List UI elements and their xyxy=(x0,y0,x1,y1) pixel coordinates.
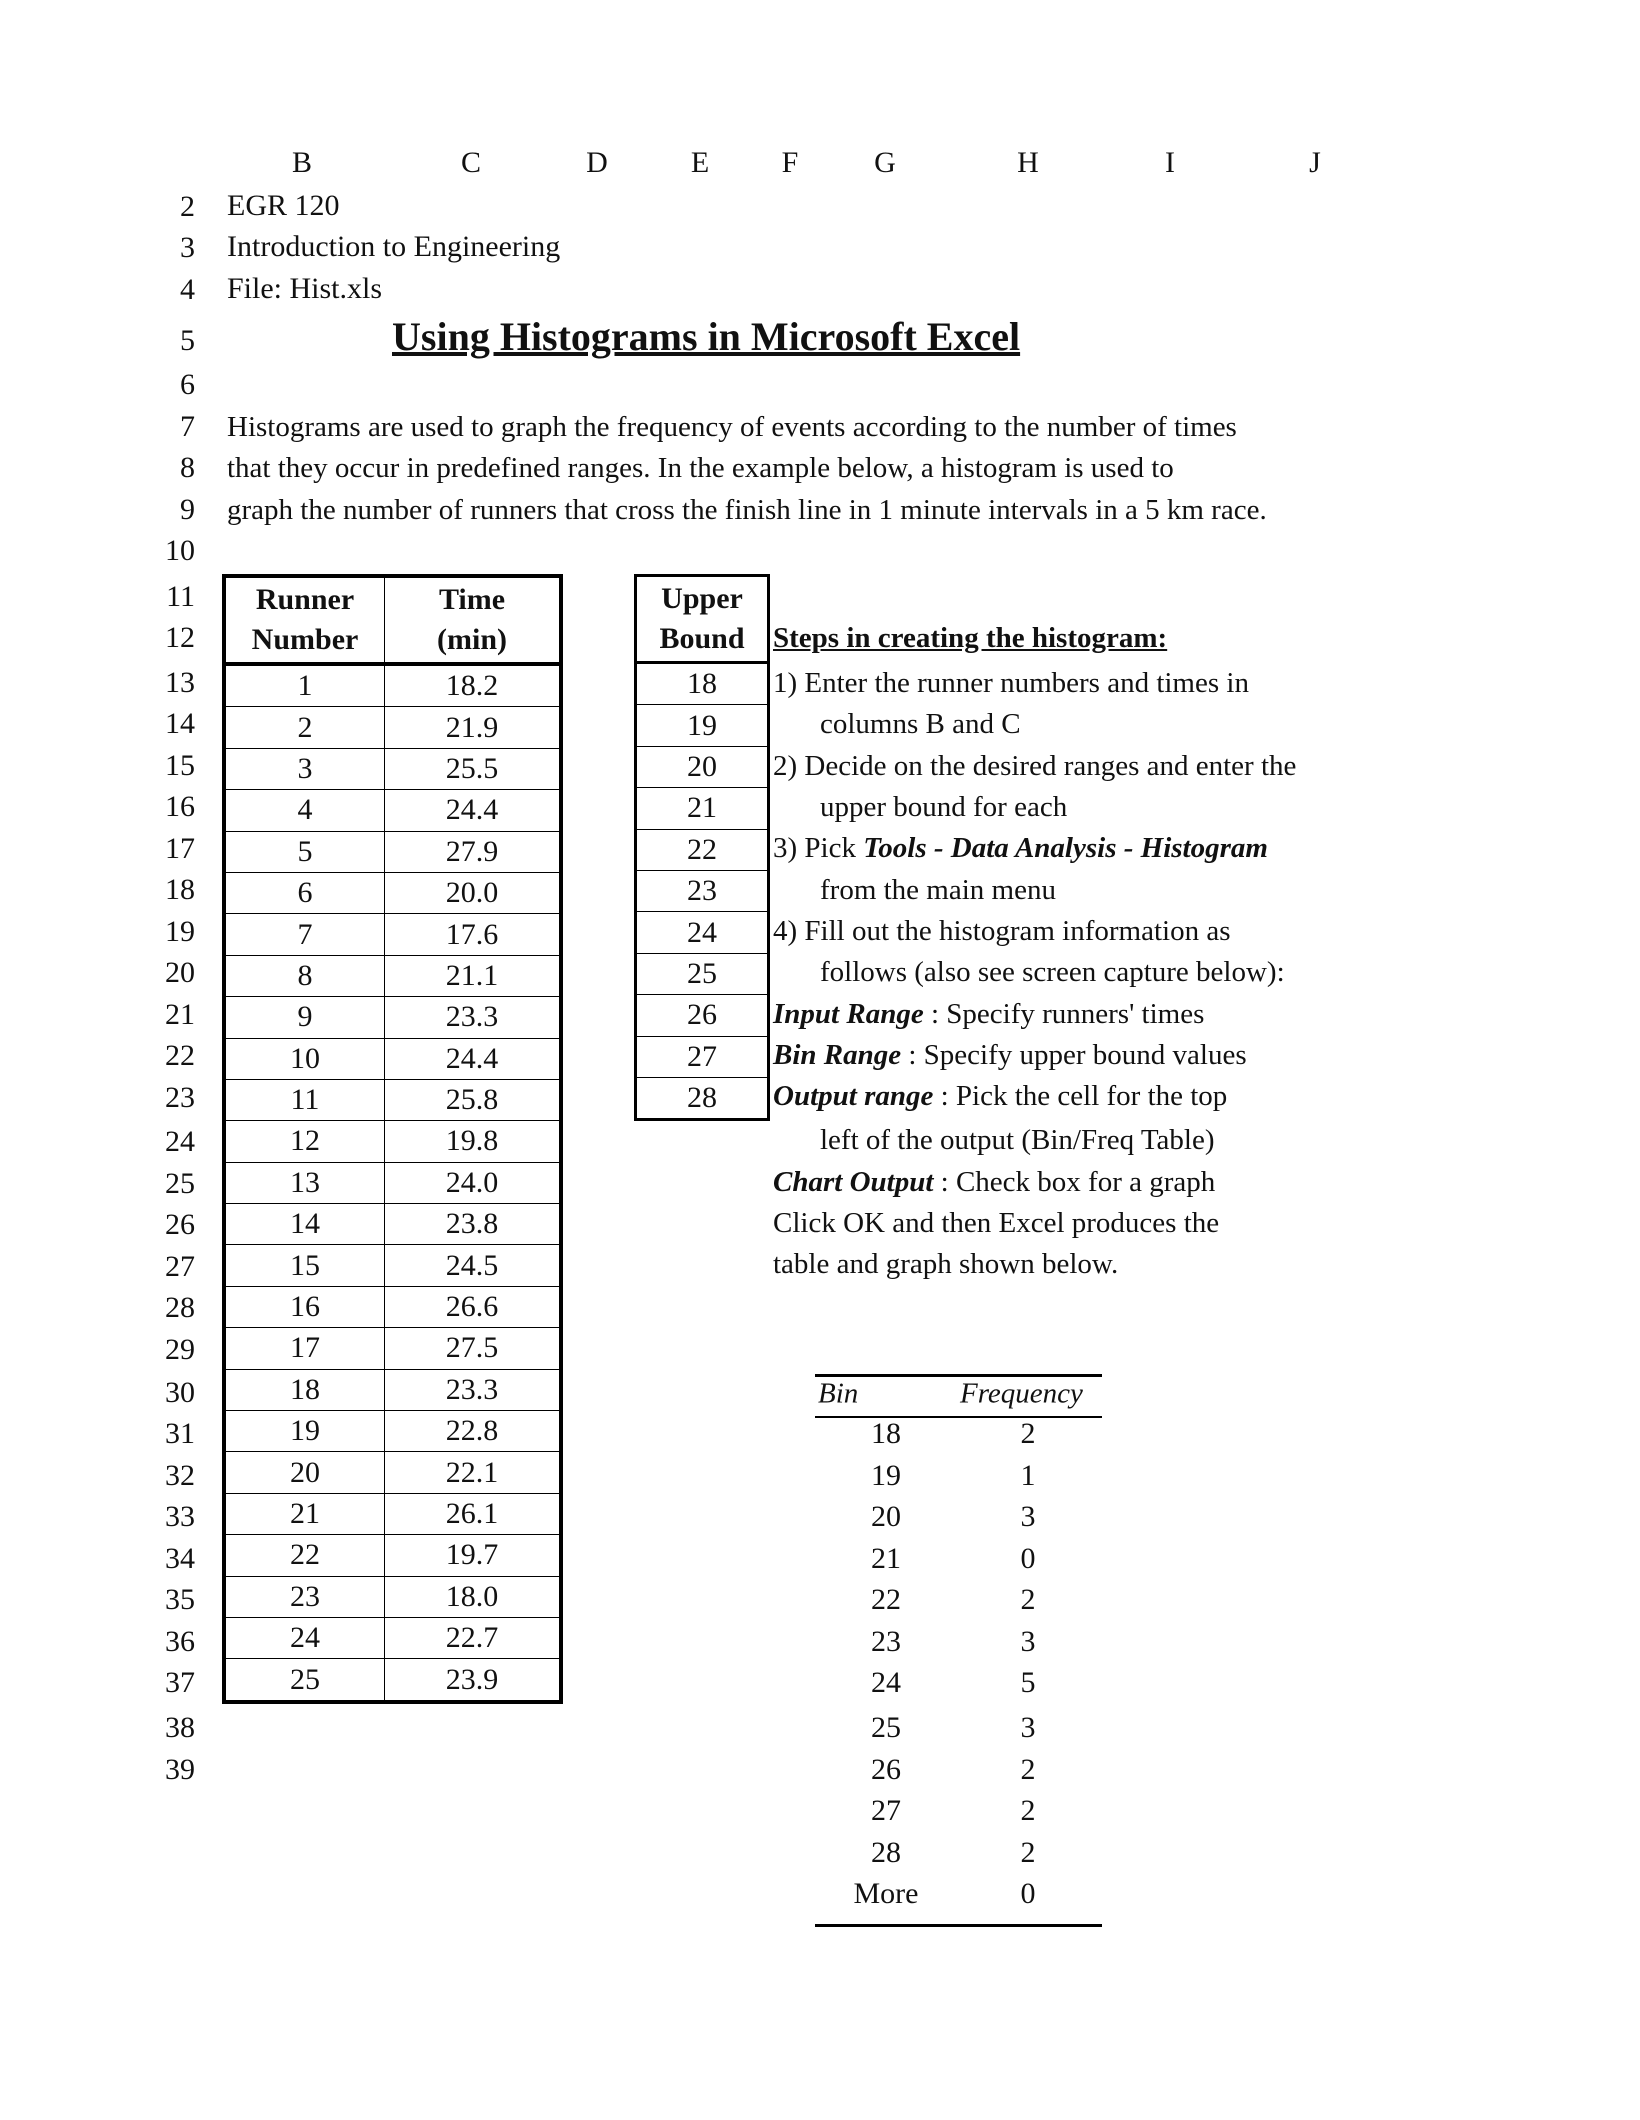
freq-table-bottom-rule xyxy=(815,1924,1102,1927)
row-number: 18 xyxy=(165,873,195,906)
table-row xyxy=(224,955,561,996)
intro-line-3: graph the number of runners that cross the finish line in 1 minute intervals in a 5 km race. xyxy=(227,494,1267,526)
input-range-text: : Specify runners' times xyxy=(923,998,1205,1030)
row-number: 12 xyxy=(165,621,195,654)
table-row xyxy=(224,1162,561,1203)
time-cell: 27.9 xyxy=(385,831,562,872)
row-number: 28 xyxy=(165,1291,195,1324)
row-number: 38 xyxy=(165,1711,195,1744)
frequency-value: 2 xyxy=(1020,1794,1036,1827)
time-cell: 23.9 xyxy=(385,1659,562,1702)
table-row xyxy=(224,1576,561,1617)
row-number: 9 xyxy=(180,493,195,526)
table-row xyxy=(224,1204,561,1245)
step-3-line-1 xyxy=(773,832,1268,865)
time-header-line-2: (min) xyxy=(437,623,507,656)
row-number: 13 xyxy=(165,666,195,699)
bin-value: 28 xyxy=(871,1836,901,1869)
time-cell: 18.0 xyxy=(385,1576,562,1617)
table-row xyxy=(636,995,769,1036)
row-number: 2 xyxy=(180,190,195,223)
step-2-line-2: upper bound for each xyxy=(820,791,1068,823)
course-label: EGR 120 xyxy=(227,189,340,222)
time-cell: 25.5 xyxy=(385,748,562,789)
course-subtitle: Introduction to Engineering xyxy=(227,230,561,263)
frequency-value: 0 xyxy=(1020,1877,1036,1910)
frequency-value: 3 xyxy=(1020,1500,1036,1533)
table-row xyxy=(224,1535,561,1576)
frequency-value: 3 xyxy=(1020,1625,1036,1658)
step-4-line-2: follows (also see screen capture below): xyxy=(820,956,1285,988)
upper-bound-cell: 24 xyxy=(636,912,769,953)
row-number: 16 xyxy=(165,790,195,823)
upper-bound-cell: 18 xyxy=(636,663,769,705)
bin-value: 27 xyxy=(871,1794,901,1827)
table-row xyxy=(224,1493,561,1534)
upper-bound-header xyxy=(636,576,769,663)
table-row xyxy=(224,748,561,789)
page-title: Using Histograms in Microsoft Excel xyxy=(392,314,1021,359)
bin-value: 21 xyxy=(871,1542,901,1575)
row-number: 29 xyxy=(165,1333,195,1366)
runner-number-cell: 14 xyxy=(224,1204,385,1245)
runner-number-cell: 1 xyxy=(224,664,385,707)
table-row xyxy=(636,953,769,994)
row-number: 32 xyxy=(165,1459,195,1492)
runner-number-cell: 22 xyxy=(224,1535,385,1576)
time-cell: 24.5 xyxy=(385,1245,562,1286)
runner-number-cell: 10 xyxy=(224,1038,385,1079)
bin-range-label: Bin Range xyxy=(773,1039,902,1071)
time-cell: 19.8 xyxy=(385,1121,562,1162)
table-row xyxy=(224,1038,561,1079)
row-number: 21 xyxy=(165,998,195,1031)
row-number: 31 xyxy=(165,1417,195,1450)
row-number: 37 xyxy=(165,1666,195,1699)
table-row xyxy=(636,788,769,829)
table-row xyxy=(224,1286,561,1327)
table-row xyxy=(224,1121,561,1162)
time-header-line-1: Time xyxy=(438,583,506,616)
time-cell: 23.3 xyxy=(385,997,562,1038)
row-number: 24 xyxy=(165,1125,195,1158)
row-number: 25 xyxy=(165,1167,195,1200)
time-cell: 22.7 xyxy=(385,1617,562,1658)
runner-header-line-1: Runner xyxy=(255,583,355,616)
output-range-line-2: left of the output (Bin/Freq Table) xyxy=(820,1124,1215,1156)
runner-number-cell: 12 xyxy=(224,1121,385,1162)
time-cell: 24.4 xyxy=(385,1038,562,1079)
column-header-c: C xyxy=(460,146,482,179)
runner-number-cell: 9 xyxy=(224,997,385,1038)
time-cell: 22.1 xyxy=(385,1452,562,1493)
time-cell: 24.0 xyxy=(385,1162,562,1203)
bin-value: 19 xyxy=(871,1459,901,1492)
bin-value: 26 xyxy=(871,1753,901,1786)
intro-line-2: that they occur in predefined ranges. In the example below, a histogram is used to xyxy=(227,452,1174,484)
row-number: 3 xyxy=(180,231,195,264)
time-cell: 19.7 xyxy=(385,1535,562,1576)
step-1-line-2: columns B and C xyxy=(820,708,1021,740)
table-row xyxy=(636,663,769,705)
table-row xyxy=(636,1036,769,1077)
runner-number-cell: 5 xyxy=(224,831,385,872)
upper-bound-header-line-1: Upper xyxy=(661,582,743,615)
runner-number-cell: 20 xyxy=(224,1452,385,1493)
table-row xyxy=(224,1079,561,1120)
time-cell: 25.8 xyxy=(385,1079,562,1120)
time-cell: 22.8 xyxy=(385,1411,562,1452)
time-cell: 23.8 xyxy=(385,1204,562,1245)
column-header-i: I xyxy=(1165,146,1175,179)
row-number: 26 xyxy=(165,1208,195,1241)
step-3-line-2: from the main menu xyxy=(820,874,1056,906)
runner-number-cell: 15 xyxy=(224,1245,385,1286)
column-header-f: F xyxy=(781,146,799,179)
upper-bound-cell: 20 xyxy=(636,746,769,787)
table-row xyxy=(224,1411,561,1452)
table-row xyxy=(224,831,561,872)
column-header-e: E xyxy=(690,146,710,179)
row-number: 17 xyxy=(165,832,195,865)
table-row xyxy=(224,790,561,831)
row-number: 15 xyxy=(165,749,195,782)
row-number: 27 xyxy=(165,1250,195,1283)
row-number: 22 xyxy=(165,1039,195,1072)
table-row xyxy=(636,912,769,953)
table-row xyxy=(224,1659,561,1702)
table-row xyxy=(224,1452,561,1493)
time-cell: 20.0 xyxy=(385,872,562,913)
upper-bound-cell: 19 xyxy=(636,705,769,746)
runner-header-line-2: Number xyxy=(251,623,359,656)
frequency-value: 0 xyxy=(1020,1542,1036,1575)
runner-number-cell: 24 xyxy=(224,1617,385,1658)
runner-number-cell: 18 xyxy=(224,1369,385,1410)
time-cell: 26.6 xyxy=(385,1286,562,1327)
step-4-line-1: 4) Fill out the histogram information as xyxy=(773,915,1231,947)
runner-number-cell: 8 xyxy=(224,955,385,996)
row-number: 33 xyxy=(165,1500,195,1533)
upper-bound-cell: 25 xyxy=(636,953,769,994)
table-row xyxy=(224,707,561,748)
output-range-label: Output range xyxy=(773,1080,934,1112)
table-row xyxy=(224,1328,561,1369)
bin-value: 20 xyxy=(871,1500,901,1533)
table-row xyxy=(224,872,561,913)
output-range-line xyxy=(773,1080,1227,1113)
time-cell: 21.9 xyxy=(385,707,562,748)
upper-bound-cell: 27 xyxy=(636,1036,769,1077)
table-row xyxy=(636,829,769,870)
table-row xyxy=(224,1617,561,1658)
step-3-prefix: 3) Pick xyxy=(773,832,864,864)
row-number: 19 xyxy=(165,915,195,948)
table-row xyxy=(636,870,769,911)
runner-number-cell: 13 xyxy=(224,1162,385,1203)
step-1-line-1: 1) Enter the runner numbers and times in xyxy=(773,667,1249,699)
row-number: 36 xyxy=(165,1625,195,1658)
row-number: 39 xyxy=(165,1753,195,1786)
runner-number-cell: 25 xyxy=(224,1659,385,1702)
time-cell: 21.1 xyxy=(385,955,562,996)
bin-value: 24 xyxy=(871,1666,901,1699)
column-header-h: H xyxy=(1017,146,1039,179)
row-number: 14 xyxy=(165,707,195,740)
upper-bound-table xyxy=(634,574,770,1121)
chart-output-line xyxy=(773,1166,1215,1199)
runner-number-cell: 19 xyxy=(224,1411,385,1452)
column-header-g: G xyxy=(874,146,896,179)
row-number: 4 xyxy=(180,273,195,306)
step-3-menu-path: Tools - Data Analysis - Histogram xyxy=(863,832,1268,864)
frequency-value: 2 xyxy=(1020,1753,1036,1786)
runner-number-cell: 23 xyxy=(224,1576,385,1617)
freq-table-header-rule xyxy=(815,1416,1102,1418)
frequency-value: 5 xyxy=(1020,1666,1036,1699)
time-cell: 24.4 xyxy=(385,790,562,831)
upper-bound-cell: 26 xyxy=(636,995,769,1036)
row-number: 10 xyxy=(165,534,195,567)
row-number: 8 xyxy=(180,451,195,484)
chart-output-text: : Check box for a graph xyxy=(933,1166,1216,1198)
bin-value: 18 xyxy=(871,1417,901,1450)
steps-heading: Steps in creating the histogram: xyxy=(773,622,1168,654)
column-header-b: B xyxy=(291,146,313,179)
row-number: 30 xyxy=(165,1376,195,1409)
frequency-value: 2 xyxy=(1020,1836,1036,1869)
bin-range-line xyxy=(773,1039,1247,1072)
upper-bound-cell: 28 xyxy=(636,1077,769,1119)
runner-number-cell: 17 xyxy=(224,1328,385,1369)
time-cell: 26.1 xyxy=(385,1493,562,1534)
row-number: 11 xyxy=(166,580,195,613)
bin-header: Bin xyxy=(818,1377,859,1410)
row-number: 5 xyxy=(180,324,195,357)
table-row xyxy=(636,705,769,746)
row-number: 20 xyxy=(165,956,195,989)
bin-value: 23 xyxy=(871,1625,901,1658)
column-header-j: J xyxy=(1309,146,1321,179)
intro-line-1: Histograms are used to graph the frequency of events according to the number of times xyxy=(227,411,1237,443)
table-row xyxy=(224,664,561,707)
frequency-value: 2 xyxy=(1020,1417,1036,1450)
table-row xyxy=(224,1245,561,1286)
row-number: 34 xyxy=(165,1542,195,1575)
time-cell: 17.6 xyxy=(385,914,562,955)
file-label: File: Hist.xls xyxy=(227,272,383,305)
upper-bound-header-line-2: Bound xyxy=(659,622,745,655)
click-ok-line-2: table and graph shown below. xyxy=(773,1248,1119,1280)
runner-number-cell: 4 xyxy=(224,790,385,831)
column-header-d: D xyxy=(586,146,608,179)
bin-range-text: : Specify upper bound values xyxy=(901,1039,1247,1071)
upper-bound-cell: 23 xyxy=(636,870,769,911)
upper-bound-cell: 21 xyxy=(636,788,769,829)
row-number: 35 xyxy=(165,1583,195,1616)
table-row xyxy=(636,746,769,787)
row-number: 7 xyxy=(180,410,195,443)
runner-number-cell: 6 xyxy=(224,872,385,913)
frequency-value: 3 xyxy=(1020,1711,1036,1744)
click-ok-line-1: Click OK and then Excel produces the xyxy=(773,1207,1220,1239)
output-range-text: : Pick the cell for the top xyxy=(933,1080,1228,1112)
runner-number-cell: 7 xyxy=(224,914,385,955)
table-row xyxy=(224,914,561,955)
input-range-label: Input Range xyxy=(773,998,924,1030)
frequency-value: 1 xyxy=(1020,1459,1036,1492)
table-row xyxy=(636,1077,769,1119)
chart-output-label: Chart Output xyxy=(773,1166,934,1198)
time-header xyxy=(385,576,562,664)
bin-value: 22 xyxy=(871,1583,901,1616)
runner-number-cell: 16 xyxy=(224,1286,385,1327)
runner-table xyxy=(222,574,563,1704)
table-row xyxy=(224,997,561,1038)
frequency-header: Frequency xyxy=(960,1377,1083,1410)
runner-number-cell: 3 xyxy=(224,748,385,789)
runner-number-cell: 11 xyxy=(224,1079,385,1120)
frequency-value: 2 xyxy=(1020,1583,1036,1616)
bin-value: 25 xyxy=(871,1711,901,1744)
bin-value: More xyxy=(853,1877,919,1910)
time-cell: 27.5 xyxy=(385,1328,562,1369)
row-number: 6 xyxy=(180,368,195,401)
upper-bound-cell: 22 xyxy=(636,829,769,870)
time-cell: 23.3 xyxy=(385,1369,562,1410)
runner-number-cell: 2 xyxy=(224,707,385,748)
runner-number-header xyxy=(224,576,385,664)
input-range-line xyxy=(773,998,1204,1031)
table-row xyxy=(224,1369,561,1410)
row-number: 23 xyxy=(165,1081,195,1114)
runner-number-cell: 21 xyxy=(224,1493,385,1534)
step-2-line-1: 2) Decide on the desired ranges and enter the xyxy=(773,750,1297,782)
time-cell: 18.2 xyxy=(385,664,562,707)
